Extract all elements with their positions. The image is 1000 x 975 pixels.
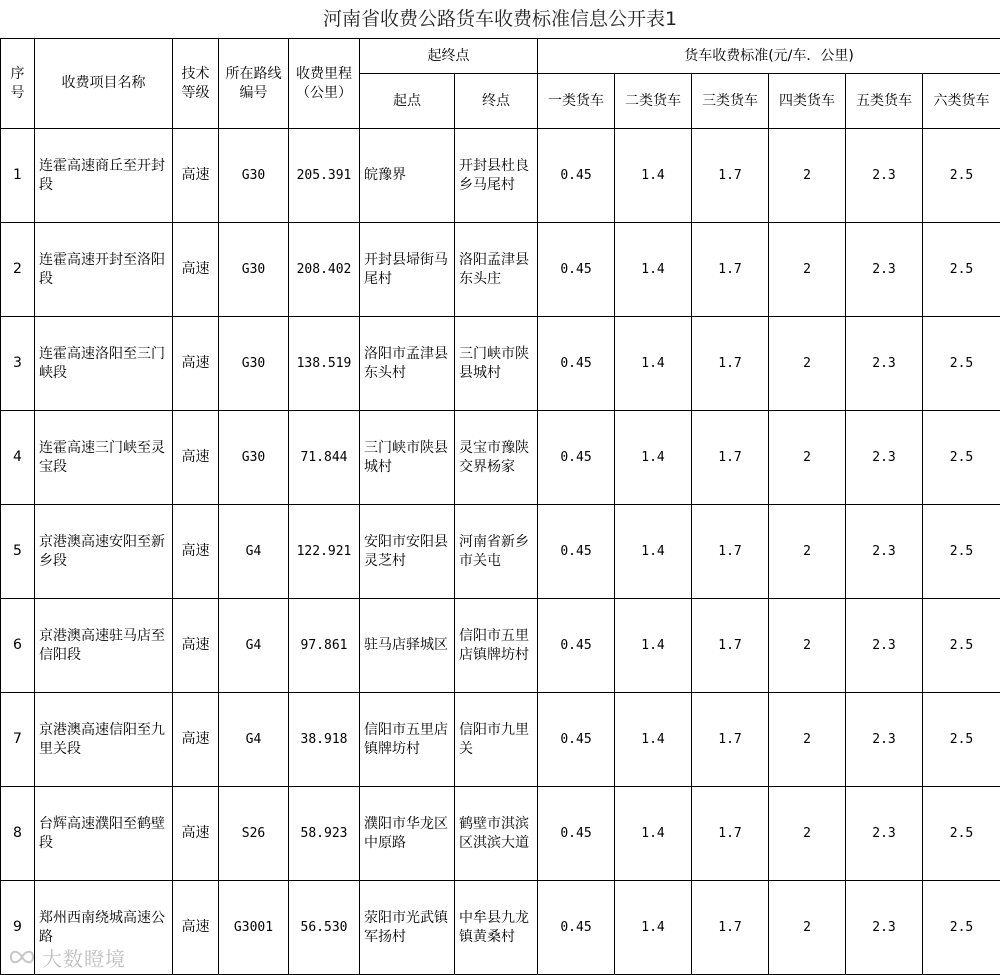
cell-rate-class-4: 2 bbox=[769, 317, 846, 411]
cell-rate-class-2: 1.4 bbox=[615, 599, 692, 693]
cell-seq: 7 bbox=[1, 693, 35, 787]
table-row bbox=[1, 505, 1000, 599]
cell-route: G4 bbox=[219, 505, 289, 599]
header-row-1 bbox=[1, 39, 1000, 74]
header-class-5: 五类货车 bbox=[846, 74, 923, 129]
header-endpoints: 起终点 bbox=[360, 39, 538, 74]
cell-start: 濮阳市华龙区中原路 bbox=[360, 787, 455, 881]
cell-rate-class-2: 1.4 bbox=[615, 317, 692, 411]
cell-rate-class-1: 0.45 bbox=[538, 223, 615, 317]
cell-rate-class-3: 1.7 bbox=[692, 693, 769, 787]
cell-route: S26 bbox=[219, 787, 289, 881]
cell-seq: 6 bbox=[1, 599, 35, 693]
cell-start: 荥阳市光武镇军扬村 bbox=[360, 881, 455, 975]
cell-rate-class-6: 2.5 bbox=[923, 129, 1000, 223]
header-seq: 序号 bbox=[1, 39, 35, 129]
header-class-3: 三类货车 bbox=[692, 74, 769, 129]
cell-rate-class-6: 2.5 bbox=[923, 223, 1000, 317]
header-class-2: 二类货车 bbox=[615, 74, 692, 129]
cell-grade: 高速 bbox=[173, 505, 219, 599]
cell-route: G30 bbox=[219, 317, 289, 411]
cell-rate-class-4: 2 bbox=[769, 129, 846, 223]
watermark-text: 大数瞪境 bbox=[42, 943, 126, 972]
cell-mileage: 138.519 bbox=[289, 317, 360, 411]
cell-rate-class-3: 1.7 bbox=[692, 317, 769, 411]
page-title: 河南省收费公路货车收费标准信息公开表1 bbox=[0, 0, 1000, 38]
cell-seq: 3 bbox=[1, 317, 35, 411]
cell-rate-class-6: 2.5 bbox=[923, 411, 1000, 505]
cell-rate-class-6: 2.5 bbox=[923, 599, 1000, 693]
cell-end: 鹤壁市淇滨区淇滨大道 bbox=[455, 787, 538, 881]
cell-end: 开封县杜良乡马尾村 bbox=[455, 129, 538, 223]
cell-rate-class-3: 1.7 bbox=[692, 411, 769, 505]
header-route: 所在路线编号 bbox=[219, 39, 289, 129]
cell-rate-class-3: 1.7 bbox=[692, 505, 769, 599]
cell-rate-class-1: 0.45 bbox=[538, 599, 615, 693]
table-row bbox=[1, 223, 1000, 317]
table-row bbox=[1, 881, 1000, 975]
cell-rate-class-1: 0.45 bbox=[538, 693, 615, 787]
cell-rate-class-2: 1.4 bbox=[615, 505, 692, 599]
header-name: 收费项目名称 bbox=[35, 39, 173, 129]
cell-grade: 高速 bbox=[173, 599, 219, 693]
cell-project-name: 京港澳高速信阳至九里关段 bbox=[35, 693, 173, 787]
cell-project-name: 连霍高速开封至洛阳段 bbox=[35, 223, 173, 317]
cell-route: G4 bbox=[219, 693, 289, 787]
cell-rate-class-6: 2.5 bbox=[923, 505, 1000, 599]
cell-rate-class-4: 2 bbox=[769, 505, 846, 599]
cell-end: 中牟县九龙镇黄桑村 bbox=[455, 881, 538, 975]
cell-rate-class-4: 2 bbox=[769, 881, 846, 975]
cell-route: G30 bbox=[219, 129, 289, 223]
cell-rate-class-5: 2.3 bbox=[846, 505, 923, 599]
header-grade: 技术等级 bbox=[173, 39, 219, 129]
cell-mileage: 122.921 bbox=[289, 505, 360, 599]
cell-seq: 1 bbox=[1, 129, 35, 223]
cell-project-name: 连霍高速洛阳至三门峡段 bbox=[35, 317, 173, 411]
cell-project-name: 郑州西南绕城高速公路 bbox=[35, 881, 173, 975]
header-class-6: 六类货车 bbox=[923, 74, 1000, 129]
cell-rate-class-5: 2.3 bbox=[846, 129, 923, 223]
cell-seq: 2 bbox=[1, 223, 35, 317]
header-class-1: 一类货车 bbox=[538, 74, 615, 129]
cell-end: 三门峡市陕县城村 bbox=[455, 317, 538, 411]
cell-rate-class-5: 2.3 bbox=[846, 411, 923, 505]
cell-rate-class-2: 1.4 bbox=[615, 223, 692, 317]
cell-rate-class-3: 1.7 bbox=[692, 787, 769, 881]
cell-rate-class-4: 2 bbox=[769, 411, 846, 505]
toll-standard-table bbox=[0, 38, 1000, 975]
cell-seq: 8 bbox=[1, 787, 35, 881]
cell-rate-class-6: 2.5 bbox=[923, 693, 1000, 787]
cell-seq: 5 bbox=[1, 505, 35, 599]
cell-rate-class-5: 2.3 bbox=[846, 881, 923, 975]
cell-end: 灵宝市豫陕交界杨家 bbox=[455, 411, 538, 505]
cell-seq: 4 bbox=[1, 411, 35, 505]
cell-route: G30 bbox=[219, 223, 289, 317]
table-row bbox=[1, 317, 1000, 411]
watermark-logo-icon bbox=[8, 947, 36, 967]
cell-grade: 高速 bbox=[173, 881, 219, 975]
cell-rate-class-2: 1.4 bbox=[615, 787, 692, 881]
cell-rate-class-6: 2.5 bbox=[923, 787, 1000, 881]
cell-rate-class-5: 2.3 bbox=[846, 693, 923, 787]
cell-grade: 高速 bbox=[173, 129, 219, 223]
cell-rate-class-2: 1.4 bbox=[615, 129, 692, 223]
cell-rate-class-3: 1.7 bbox=[692, 599, 769, 693]
cell-rate-class-1: 0.45 bbox=[538, 317, 615, 411]
cell-start: 信阳市五里店镇牌坊村 bbox=[360, 693, 455, 787]
cell-project-name: 京港澳高速安阳至新乡段 bbox=[35, 505, 173, 599]
cell-rate-class-1: 0.45 bbox=[538, 881, 615, 975]
cell-rate-class-5: 2.3 bbox=[846, 223, 923, 317]
table-row bbox=[1, 411, 1000, 505]
table-row bbox=[1, 787, 1000, 881]
cell-project-name: 京港澳高速驻马店至信阳段 bbox=[35, 599, 173, 693]
cell-rate-class-5: 2.3 bbox=[846, 317, 923, 411]
cell-mileage: 97.861 bbox=[289, 599, 360, 693]
cell-start: 洛阳市孟津县东头村 bbox=[360, 317, 455, 411]
cell-rate-class-6: 2.5 bbox=[923, 881, 1000, 975]
cell-mileage: 71.844 bbox=[289, 411, 360, 505]
cell-mileage: 58.923 bbox=[289, 787, 360, 881]
cell-rate-class-4: 2 bbox=[769, 693, 846, 787]
cell-route: G4 bbox=[219, 599, 289, 693]
cell-rate-class-1: 0.45 bbox=[538, 505, 615, 599]
cell-start: 驻马店驿城区 bbox=[360, 599, 455, 693]
cell-mileage: 208.402 bbox=[289, 223, 360, 317]
cell-grade: 高速 bbox=[173, 317, 219, 411]
cell-rate-class-5: 2.3 bbox=[846, 787, 923, 881]
cell-project-name: 连霍高速三门峡至灵宝段 bbox=[35, 411, 173, 505]
cell-rate-class-1: 0.45 bbox=[538, 129, 615, 223]
cell-end: 信阳市五里店镇牌坊村 bbox=[455, 599, 538, 693]
cell-rate-class-3: 1.7 bbox=[692, 129, 769, 223]
cell-mileage: 38.918 bbox=[289, 693, 360, 787]
cell-rate-class-2: 1.4 bbox=[615, 693, 692, 787]
cell-rate-class-3: 1.7 bbox=[692, 881, 769, 975]
cell-seq: 9 bbox=[1, 881, 35, 975]
cell-end: 信阳市九里关 bbox=[455, 693, 538, 787]
cell-rate-class-5: 2.3 bbox=[846, 599, 923, 693]
header-end: 终点 bbox=[455, 74, 538, 129]
table-row bbox=[1, 129, 1000, 223]
cell-start: 安阳市安阳县灵芝村 bbox=[360, 505, 455, 599]
cell-grade: 高速 bbox=[173, 693, 219, 787]
cell-mileage: 56.530 bbox=[289, 881, 360, 975]
cell-project-name: 连霍高速商丘至开封段 bbox=[35, 129, 173, 223]
cell-grade: 高速 bbox=[173, 223, 219, 317]
cell-rate-class-1: 0.45 bbox=[538, 787, 615, 881]
cell-end: 洛阳孟津县东头庄 bbox=[455, 223, 538, 317]
header-mileage: 收费里程（公里） bbox=[289, 39, 360, 129]
cell-rate-class-4: 2 bbox=[769, 223, 846, 317]
header-standard: 货车收费标准(元/车．公里) bbox=[538, 39, 1000, 74]
cell-project-name: 台辉高速濮阳至鹤壁段 bbox=[35, 787, 173, 881]
cell-rate-class-6: 2.5 bbox=[923, 317, 1000, 411]
cell-start: 三门峡市陕县城村 bbox=[360, 411, 455, 505]
header-start: 起点 bbox=[360, 74, 455, 129]
cell-route: G30 bbox=[219, 411, 289, 505]
header-class-4: 四类货车 bbox=[769, 74, 846, 129]
cell-rate-class-1: 0.45 bbox=[538, 411, 615, 505]
table-row bbox=[1, 693, 1000, 787]
watermark bbox=[8, 944, 126, 970]
cell-start: 皖豫界 bbox=[360, 129, 455, 223]
cell-rate-class-3: 1.7 bbox=[692, 223, 769, 317]
cell-rate-class-2: 1.4 bbox=[615, 881, 692, 975]
cell-end: 河南省新乡市关屯 bbox=[455, 505, 538, 599]
cell-grade: 高速 bbox=[173, 411, 219, 505]
cell-rate-class-4: 2 bbox=[769, 599, 846, 693]
cell-mileage: 205.391 bbox=[289, 129, 360, 223]
cell-rate-class-4: 2 bbox=[769, 787, 846, 881]
cell-grade: 高速 bbox=[173, 787, 219, 881]
table-row bbox=[1, 599, 1000, 693]
cell-route: G3001 bbox=[219, 881, 289, 975]
cell-rate-class-2: 1.4 bbox=[615, 411, 692, 505]
cell-start: 开封县埽街马尾村 bbox=[360, 223, 455, 317]
